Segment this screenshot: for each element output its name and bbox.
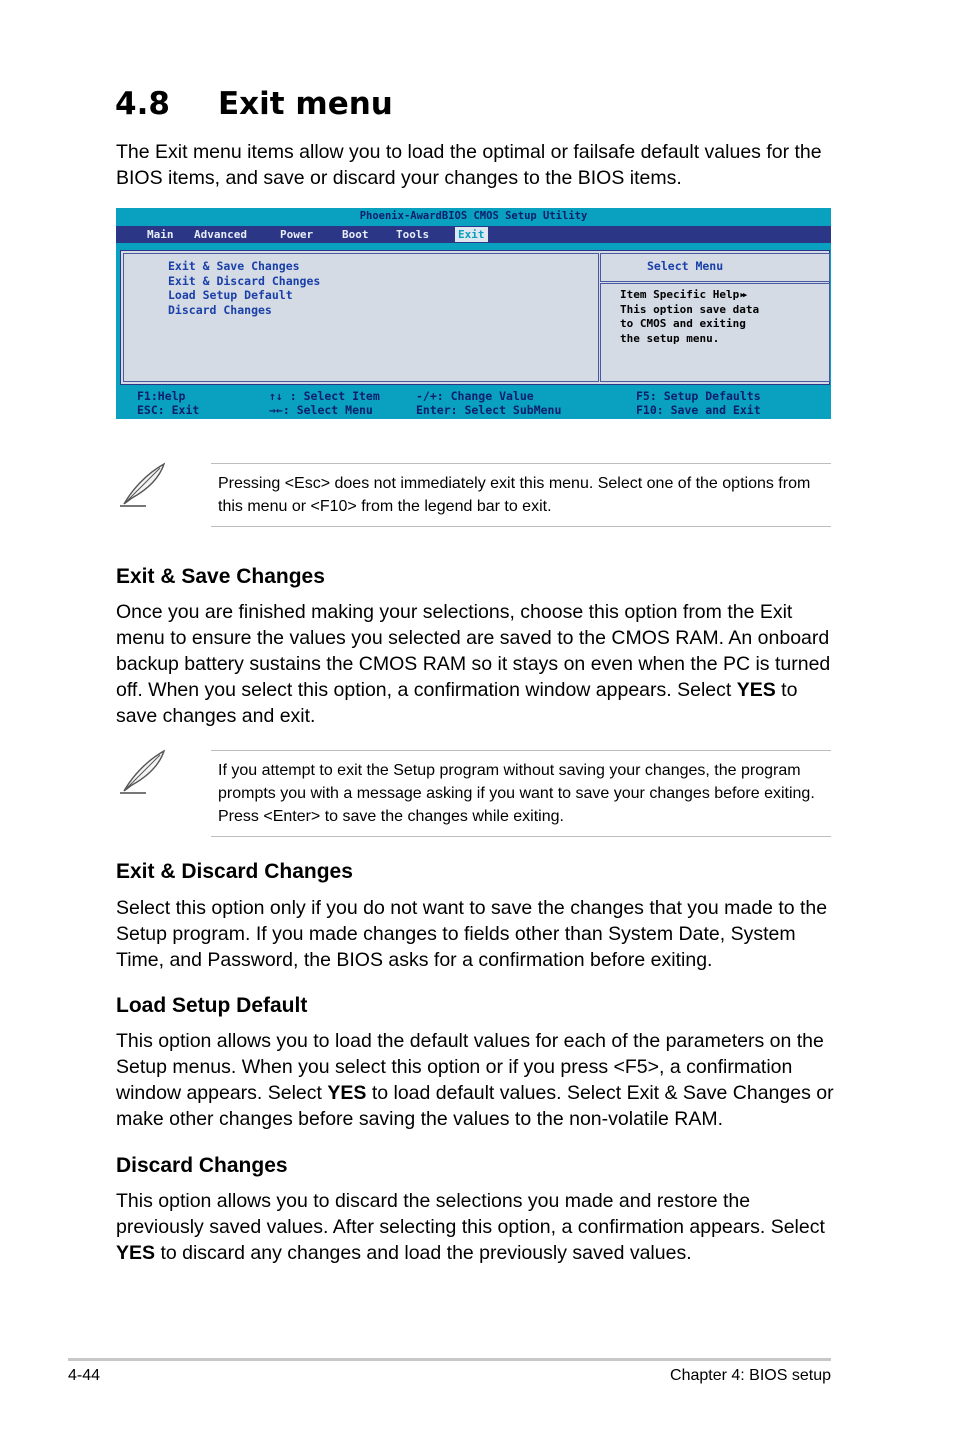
note-bottom-rule <box>211 526 831 527</box>
bios-screenshot <box>116 208 831 419</box>
intro-paragraph: The Exit menu items allow you to load the optimal or failsafe default values for the BIOS items, and save or discard your changes to the BIOS items. <box>116 141 822 189</box>
legend-select-item: ↑↓ : Select Item <box>269 389 380 403</box>
heading-exit-save: Exit & Save Changes <box>116 565 325 588</box>
load-default-paragraph: This option allows you to load the default values for each of the parameters on the Setup menus. When you select this option or if you press <F5>, a confirmation window appears. Select YES to load default values. Select Exit & Save Changes or make other changes before saving the values to the non-volatile RAM. <box>116 1030 834 1130</box>
legend-select-menu: →←: Select Menu <box>269 403 373 417</box>
bios-title: Phoenix-AwardBIOS CMOS Setup Utility <box>359 210 588 222</box>
heading-exit-discard: Exit & Discard Changes <box>116 860 353 883</box>
exit-save-paragraph: Once you are finished making your selections, choose this option from the Exit menu to ensure the values you selected are saved to the CMOS RAM. An onboard backup battery sustains the CMOS RAM so it stays on even when the PC is turned off. When you select this option, a confirmation window appears. Select YES to save changes and exit. <box>116 601 831 727</box>
bios-help-header <box>600 253 830 282</box>
bios-menu-exit[interactable]: Exit <box>455 227 488 242</box>
legend-f10-save: F10: Save and Exit <box>636 403 761 417</box>
bios-menu-main[interactable]: Main <box>147 228 174 241</box>
discard-paragraph: This option allows you to discard the selections you made and restore the previously saved values. After selecting this option, a confirmation appears. Select YES to discard any changes and load the previously saved values. <box>116 1190 825 1264</box>
bios-menu-bar <box>116 226 831 243</box>
legend-f5-defaults: F5: Setup Defaults <box>636 389 761 403</box>
footer-rule <box>68 1358 831 1361</box>
double-chevron-right-icon: ▸▸ <box>739 288 745 301</box>
bios-help-title-text: Item Specific Help <box>620 288 740 301</box>
bios-help-line: the setup menu. <box>620 332 720 345</box>
bios-item-exit-discard[interactable]: Exit & Discard Changes <box>168 274 321 288</box>
bios-help-body <box>600 283 830 382</box>
bios-options-panel <box>123 253 599 382</box>
heading-discard: Discard Changes <box>116 1154 288 1177</box>
bios-item-discard[interactable]: Discard Changes <box>168 303 272 317</box>
note-top-rule <box>211 463 831 464</box>
section-number: 4.8 <box>115 86 170 122</box>
legend-f1-help: F1:Help <box>137 389 186 403</box>
legend-change-value: -/+: Change Value <box>416 389 534 403</box>
bios-help-line: to CMOS and exiting <box>620 317 746 330</box>
bios-help-title <box>620 288 744 301</box>
bios-help-panel <box>600 253 830 380</box>
bios-menu-tools[interactable]: Tools <box>396 228 430 241</box>
legend-esc-exit: ESC: Exit <box>137 403 200 417</box>
page-number: 4-44 <box>68 1367 101 1384</box>
bios-main-panel <box>120 250 830 385</box>
feather-pen-icon <box>116 747 168 795</box>
note-text: If you attempt to exit the Setup program without saving your changes, the program prompts you with a message asking if you want to save your changes before exiting. Press <Enter> to save the changes while exiting. <box>218 762 815 825</box>
bios-menu-advanced[interactable]: Advanced <box>194 228 247 241</box>
bios-help-line: This option save data <box>620 303 760 316</box>
page-title: Exit menu <box>218 86 393 122</box>
legend-enter: Enter: Select SubMenu <box>416 403 562 417</box>
bios-menu-boot[interactable]: Boot <box>342 228 369 241</box>
chapter-label: Chapter 4: BIOS setup <box>670 1367 831 1384</box>
note-bottom-rule <box>211 836 831 837</box>
bios-help-header-text: Select Menu <box>647 259 724 273</box>
bios-item-exit-save[interactable]: Exit & Save Changes <box>168 259 300 273</box>
bios-menu-power[interactable]: Power <box>280 228 314 241</box>
bios-item-load-default[interactable]: Load Setup Default <box>168 288 293 302</box>
note-top-rule <box>211 750 831 751</box>
note-text: Pressing <Esc> does not immediately exit this menu. Select one of the options from this menu or <F10> from the legend bar to exit. <box>218 475 811 515</box>
heading-load-default: Load Setup Default <box>116 994 308 1017</box>
exit-discard-paragraph: Select this option only if you do not want to save the changes that you made to the Setup program. If you made changes to fields other than System Date, System Time, and Password, the BIOS asks for a confirmation before exiting. <box>116 897 828 971</box>
feather-pen-icon <box>116 460 168 508</box>
